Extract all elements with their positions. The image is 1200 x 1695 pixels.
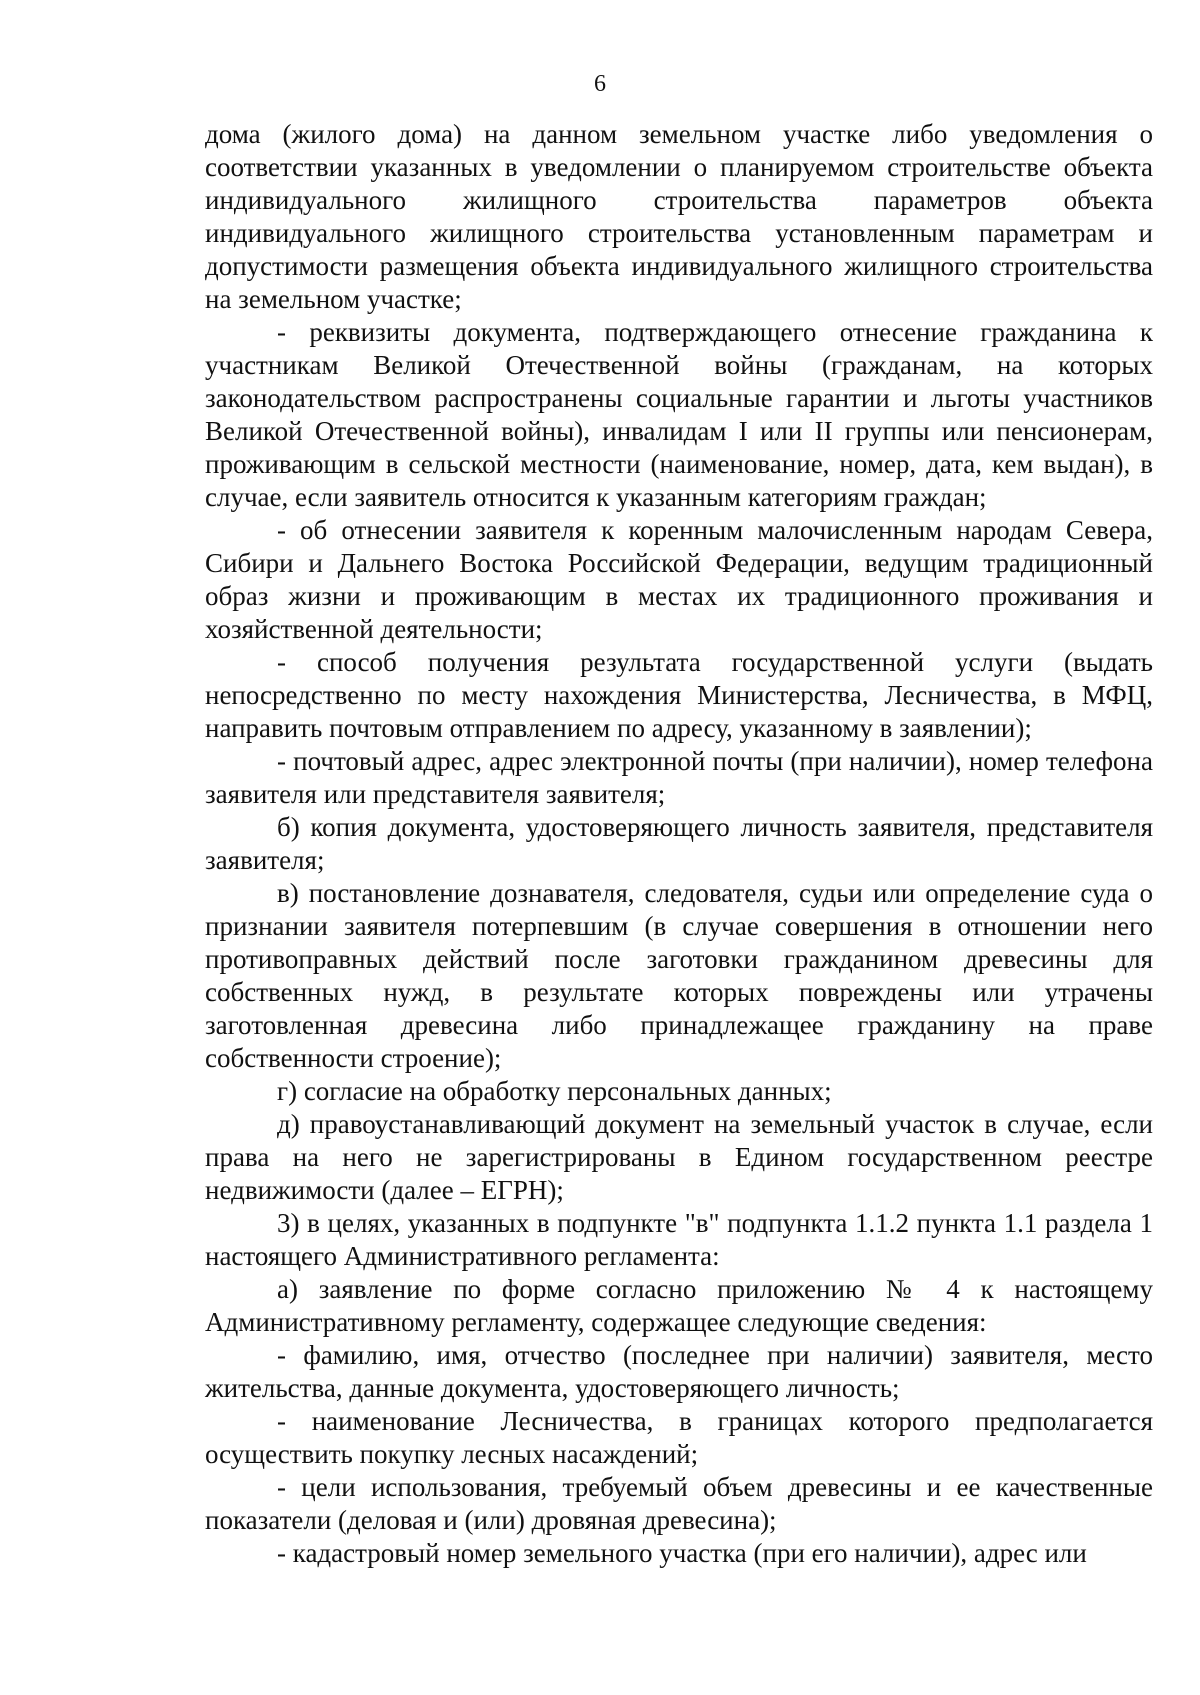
- paragraph: а) заявление по форме согласно приложению № 4 к настоящему Административному регламенту, содержащее следующие сведения:: [205, 1274, 1153, 1337]
- paragraph: - кадастровый номер земельного участка (при его наличии), адрес или: [277, 1538, 1087, 1568]
- paragraph: - почтовый адрес, адрес электронной почты (при наличии), номер телефона заявителя или представителя заявителя;: [205, 746, 1153, 809]
- paragraph: 3) в целях, указанных в подпункте "в" подпункта 1.1.2 пункта 1.1 раздела 1 настоящего Административного регламента:: [205, 1208, 1153, 1271]
- paragraph: - об отнесении заявителя к коренным малочисленным народам Севера, Сибири и Дальнего Востока Российской Федерации, ведущим традиционный образ жизни и проживающим в местах их традиционного проживания и хозяйственной деятельности;: [205, 515, 1153, 644]
- document-body: [205, 118, 1153, 1570]
- paragraph: - реквизиты документа, подтверждающего отнесение гражданина к участникам Великой Отечественной войны (гражданам, на которых законодательством распространены социальные гарантии и льготы участников Великой Отечественной войны), инвалидам I или II группы или пенсионерам, проживающим в сельской местности (наименование, номер, дата, кем выдан), в случае, если заявитель относится к указанным категориям граждан;: [205, 317, 1153, 512]
- paragraph: - цели использования, требуемый объем древесины и ее качественные показатели (деловая и (или) дровяная древесина);: [205, 1472, 1153, 1535]
- page-number: 6: [594, 71, 606, 97]
- paragraph: б) копия документа, удостоверяющего личность заявителя, представителя заявителя;: [205, 812, 1153, 875]
- paragraph: дома (жилого дома) на данном земельном участке либо уведомления о соответствии указанных в уведомлении о планируемом строительстве объекта индивидуального жилищного строительства параметров объекта индивидуального жилищного строительства установленным параметрам и допустимости размещения объекта индивидуального жилищного строительства на земельном участке;: [205, 119, 1153, 314]
- paragraph: - способ получения результата государственной услуги (выдать непосредственно по месту нахождения Министерства, Лесничества, в МФЦ, направить почтовым отправлением по адресу, указанному в заявлении);: [205, 647, 1153, 743]
- paragraph: г) согласие на обработку персональных данных;: [277, 1076, 832, 1106]
- paragraph: - фамилию, имя, отчество (последнее при наличии) заявителя, место жительства, данные документа, удостоверяющего личность;: [205, 1340, 1153, 1403]
- paragraph: - наименование Лесничества, в границах которого предполагается осуществить покупку лесных насаждений;: [205, 1406, 1153, 1469]
- paragraph: д) правоустанавливающий документ на земельный участок в случае, если права на него не зарегистрированы в Едином государственном реестре недвижимости (далее – ЕГРН);: [205, 1109, 1153, 1205]
- paragraph: в) постановление дознавателя, следователя, судьи или определение суда о признании заявителя потерпевшим (в случае совершения в отношении него противоправных действий после заготовки гражданином древесины для собственных нужд, в результате которых повреждены или утрачены заготовленная древесина либо принадлежащее гражданину на праве собственности строение);: [205, 878, 1153, 1073]
